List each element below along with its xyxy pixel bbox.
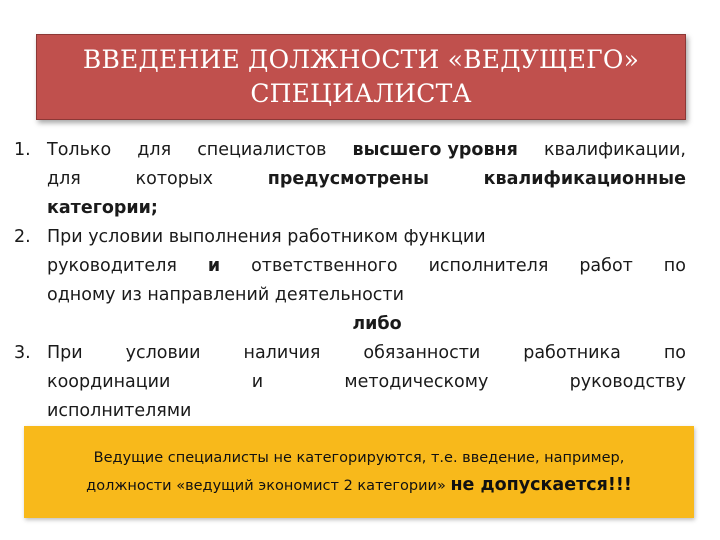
- list-item-2-line-3: [47, 281, 686, 310]
- slide-title-line-2: СПЕЦИАЛИСТА: [250, 79, 472, 108]
- word: работника: [523, 343, 621, 363]
- word: специалистов: [197, 140, 327, 160]
- word: наличия: [243, 343, 321, 363]
- text-line: исполнителями: [47, 401, 192, 421]
- list-item-2: [14, 223, 686, 310]
- list-number: 3.: [14, 343, 31, 363]
- word: по: [663, 256, 686, 276]
- note-box: [24, 426, 694, 518]
- word: квалификации,: [543, 140, 686, 160]
- word: При: [47, 343, 83, 363]
- word-bold: и: [207, 256, 221, 276]
- list-item-3-line-1: [47, 339, 686, 368]
- list-item-2-line-1: [47, 223, 686, 252]
- slide-title-line-1: ВВЕДЕНИЕ ДОЛЖНОСТИ «ВЕДУЩЕГО»: [82, 45, 640, 74]
- text-line: При условии выполнения работником функции: [47, 227, 486, 247]
- list-item-1-line-3: [47, 194, 686, 223]
- word: для: [137, 140, 172, 160]
- list-number: 2.: [14, 227, 31, 247]
- word: и: [251, 372, 264, 392]
- list-item-3-line-3: [47, 397, 686, 426]
- list-item-3: [14, 339, 686, 426]
- list-number: 1.: [14, 140, 31, 160]
- separator-text: либо: [352, 314, 402, 334]
- word: условии: [125, 343, 201, 363]
- word: работ: [579, 256, 633, 276]
- word: руководителя: [47, 256, 177, 276]
- note-line-2: [86, 472, 632, 500]
- word-bold: предусмотрены: [267, 169, 429, 189]
- word: для: [47, 169, 81, 189]
- slide-title-box: [36, 34, 686, 120]
- word: исполнителя: [428, 256, 549, 276]
- word: по: [663, 343, 686, 363]
- word: ответственного: [251, 256, 398, 276]
- word: руководству: [569, 372, 686, 392]
- word-bold: категории;: [47, 198, 158, 218]
- text-line: одному из направлений деятельности: [47, 285, 404, 305]
- word: Только: [47, 140, 112, 160]
- word-bold: высшего уровня: [352, 140, 518, 160]
- slide-content: [14, 136, 686, 426]
- word: координации: [47, 372, 171, 392]
- note-line-1: Ведущие специалисты не категорируются, т.е. введение, например,: [93, 449, 625, 466]
- word-bold: квалификационные: [483, 169, 686, 189]
- word: методическому: [344, 372, 489, 392]
- note-emphasis: не допускается!!!: [450, 474, 632, 495]
- note-line-2-text: должности «ведущий экономист 2 категории»: [86, 477, 446, 494]
- list-item-2-line-2: [47, 252, 686, 281]
- word: обязанности: [363, 343, 481, 363]
- word: которых: [135, 169, 214, 189]
- list-item-3-line-2: [47, 368, 686, 397]
- list-item-1: [14, 136, 686, 223]
- list-item-1-line-2: [47, 165, 686, 194]
- list-item-1-line-1: [47, 136, 686, 165]
